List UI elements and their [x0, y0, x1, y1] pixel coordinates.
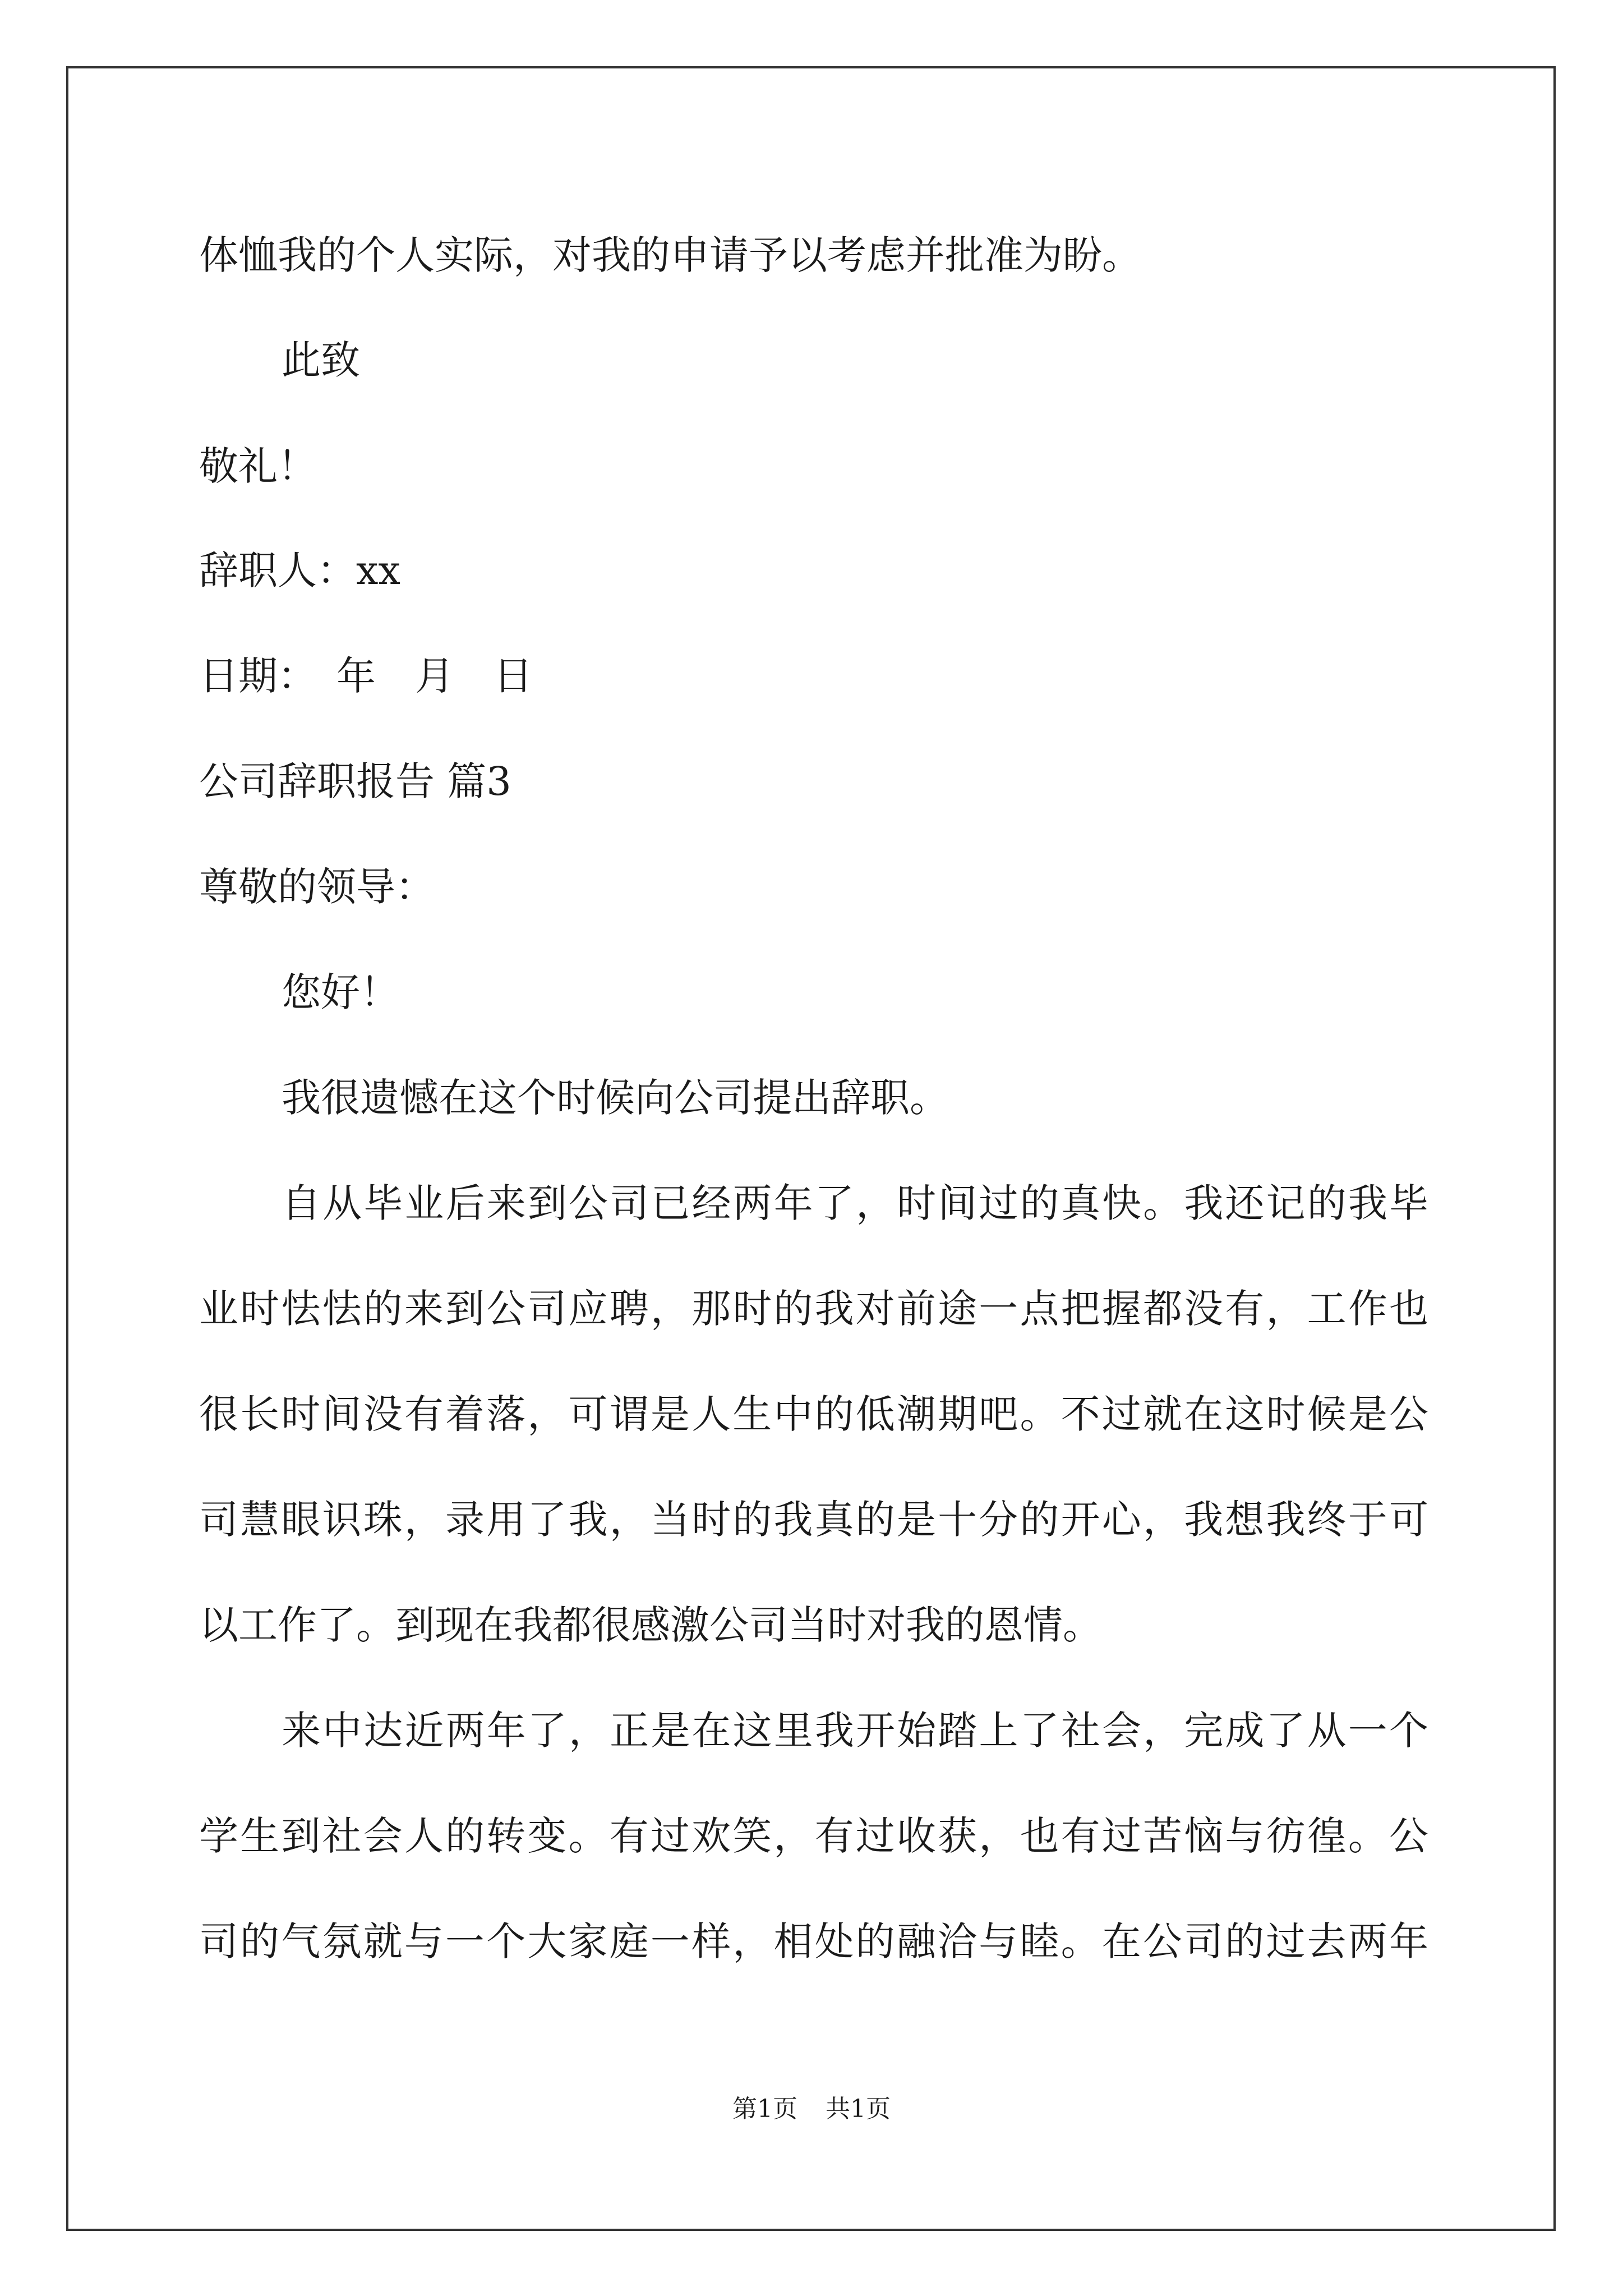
page-number-total: 共1页: [826, 2095, 891, 2123]
text-line: 我很遗憾在这个时候向公司提出辞职。: [282, 1075, 949, 1121]
greeting: 您好！: [282, 969, 399, 1015]
text-line: 日期： 年 月 日: [199, 653, 533, 699]
text-line: 辞职人：xx: [199, 547, 400, 593]
text-line: 司的气氛就与一个大家庭一样，相处的融洽与睦。在公司的过去两年: [199, 1918, 1428, 1964]
text-line: 自从毕业后来到公司已经两年了，时间过的真快。我还记的我毕: [282, 1180, 1428, 1226]
page-footer: [0, 2097, 1623, 2122]
page-number-current: 第1页: [732, 2095, 797, 2123]
text-line: 敬礼！: [199, 443, 317, 489]
text-line: 司慧眼识珠，录用了我，当时的我真的是十分的开心，我想我终于可: [199, 1497, 1428, 1543]
text-line: 业时怯怯的来到公司应聘，那时的我对前途一点把握都没有，工作也: [199, 1286, 1428, 1332]
text-line: 此致: [282, 337, 360, 383]
text-line: 以工作了。到现在我都很感激公司当时对我的恩情。: [199, 1602, 1102, 1648]
text-line: 来中达近两年了，正是在这里我开始踏上了社会，完成了从一个: [282, 1708, 1428, 1754]
text-line: 学生到社会人的转变。有过欢笑，有过收获，也有过苦恼与彷徨。公: [199, 1813, 1428, 1859]
section-heading: 公司辞职报告 篇3: [199, 758, 511, 804]
text-line: 很长时间没有着落，可谓是人生中的低潮期吧。不过就在这时候是公: [199, 1391, 1428, 1437]
text-line: 体恤我的个人实际，对我的申请予以考虑并批准为盼。: [199, 232, 1141, 278]
salutation: 尊敬的领导：: [199, 864, 435, 910]
page-frame: [66, 66, 1556, 2231]
